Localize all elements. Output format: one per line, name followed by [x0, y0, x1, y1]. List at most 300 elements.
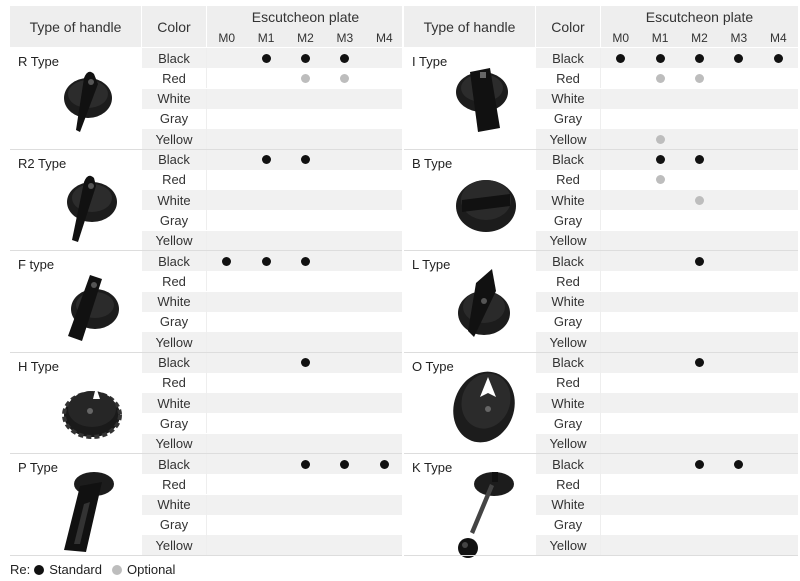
color-name: Yellow [142, 535, 207, 555]
color-name: Red [536, 474, 601, 494]
plate-cell-m3 [325, 474, 364, 494]
table-row [536, 434, 798, 454]
plate-cell-m0 [601, 231, 640, 251]
color-name: Gray [142, 515, 207, 535]
header-plate-m2: M2 [297, 30, 314, 45]
table-row [536, 251, 798, 271]
header-plate-m4: M4 [769, 30, 787, 45]
plate-cell-m2 [286, 474, 325, 494]
table-row [142, 89, 404, 109]
plate-cell-m3 [325, 413, 364, 433]
color-name: Yellow [536, 129, 601, 149]
legend-optional-label: Optional [127, 562, 176, 577]
plate-cell-m1 [246, 129, 285, 149]
plate-cell-m2 [286, 373, 325, 393]
color-name: Red [142, 373, 207, 393]
plate-cell-m4 [365, 495, 404, 515]
plate-cell-m0 [601, 129, 640, 149]
color-name: Yellow [142, 129, 207, 149]
plate-cell-m2 [286, 129, 325, 149]
plate-cell-m2 [680, 515, 719, 535]
plate-cell-m0 [207, 353, 246, 373]
plate-cell-m1 [640, 231, 679, 251]
color-name: White [142, 190, 207, 210]
standard-dot-icon [340, 54, 349, 63]
plate-cell-m3 [325, 393, 364, 413]
color-name: White [536, 393, 601, 413]
standard-dot-icon [301, 358, 310, 367]
plate-cell-m0 [601, 251, 640, 271]
plate-cell-m1 [640, 251, 679, 271]
legend-prefix: Re: [10, 562, 31, 577]
plate-cell-m2 [680, 170, 719, 190]
standard-dot-icon [301, 257, 310, 266]
plate-cell-m0 [601, 332, 640, 352]
plate-cell-m3 [325, 89, 364, 109]
color-name: Yellow [536, 332, 601, 352]
plate-cell-m4 [365, 353, 404, 373]
plate-cell-m4 [759, 231, 798, 251]
plate-cell-m2 [286, 68, 325, 88]
handle-group-k-type [404, 454, 798, 554]
plate-cell-m3 [719, 292, 758, 312]
table-row [536, 474, 798, 494]
plate-cell-m4 [759, 251, 798, 271]
table-row [142, 251, 404, 271]
plate-cell-m0 [207, 68, 246, 88]
plate-cell-m4 [365, 434, 404, 454]
standard-dot-icon [262, 54, 271, 63]
plate-cell-m2 [286, 515, 325, 535]
plate-cell-m4 [365, 332, 404, 352]
header-plate-m1: M1 [651, 30, 669, 45]
plate-cell-m0 [207, 89, 246, 109]
plate-cell-m4 [365, 373, 404, 393]
plate-cell-m0 [207, 109, 246, 129]
plate-cell-m0 [601, 495, 640, 515]
standard-dot-icon [734, 460, 743, 469]
plate-cell-m2 [286, 48, 325, 68]
plate-cell-m2 [286, 353, 325, 373]
plate-cell-m4 [365, 474, 404, 494]
plate-cell-m1 [246, 251, 285, 271]
table-row [142, 231, 404, 251]
header-plate-m1: M1 [257, 30, 275, 45]
table-row [142, 68, 404, 88]
color-name: Black [142, 353, 207, 373]
table-row [536, 271, 798, 291]
plate-cell-m0 [601, 170, 640, 190]
plate-cell-m1 [640, 413, 679, 433]
optional-dot-icon [340, 74, 349, 83]
plate-cell-m3 [719, 413, 758, 433]
plate-cell-m3 [325, 535, 364, 555]
plate-cell-m3 [325, 312, 364, 332]
plate-cell-m4 [365, 170, 404, 190]
plate-cell-m1 [640, 48, 679, 68]
table-row [142, 292, 404, 312]
plate-cell-m1 [640, 292, 679, 312]
plate-cell-m1 [640, 68, 679, 88]
table-row [142, 210, 404, 230]
table-row [536, 292, 798, 312]
plate-cell-m1 [246, 454, 285, 474]
plate-cell-m2 [680, 150, 719, 170]
plate-cell-m2 [286, 454, 325, 474]
color-name: Yellow [536, 231, 601, 251]
table-header [404, 6, 798, 47]
plate-cell-m1 [246, 515, 285, 535]
plate-cell-m1 [640, 312, 679, 332]
plate-cell-m3 [325, 190, 364, 210]
plate-cell-m2 [680, 332, 719, 352]
plate-cell-m0 [207, 373, 246, 393]
plate-cell-m4 [365, 454, 404, 474]
table-row [536, 393, 798, 413]
plate-cell-m3 [719, 535, 758, 555]
plate-cell-m2 [680, 190, 719, 210]
plate-cell-m3 [719, 48, 758, 68]
plate-cell-m1 [246, 48, 285, 68]
standard-dot-icon [301, 155, 310, 164]
plate-cell-m0 [207, 292, 246, 312]
table-row [536, 48, 798, 68]
plate-cell-m0 [207, 474, 246, 494]
plate-cell-m2 [680, 312, 719, 332]
plate-cell-m3 [325, 48, 364, 68]
plate-cell-m1 [246, 312, 285, 332]
plate-cell-m3 [719, 373, 758, 393]
plate-cell-m3 [325, 109, 364, 129]
plate-cell-m3 [325, 495, 364, 515]
color-name: White [536, 495, 601, 515]
plate-cell-m0 [207, 312, 246, 332]
handle-type-cell [10, 48, 141, 148]
table-row [142, 312, 404, 332]
table-row [142, 48, 404, 68]
plate-cell-m3 [719, 515, 758, 535]
color-name: White [536, 190, 601, 210]
handle-group-r-type [10, 48, 404, 148]
standard-dot-icon [301, 460, 310, 469]
plate-cell-m2 [286, 170, 325, 190]
table-row [142, 495, 404, 515]
plate-cell-m4 [365, 312, 404, 332]
plate-cell-m0 [207, 413, 246, 433]
handle-group-b-type [404, 150, 798, 250]
plate-cell-m2 [286, 190, 325, 210]
plate-cell-m3 [325, 170, 364, 190]
handle-type-name: H Type [18, 358, 59, 374]
optional-dot-icon [656, 135, 665, 144]
plate-cell-m2 [680, 535, 719, 555]
plate-cell-m2 [286, 150, 325, 170]
standard-dot-icon [262, 257, 271, 266]
group-divider [10, 555, 404, 556]
color-name: Red [536, 68, 601, 88]
plate-cell-m1 [246, 474, 285, 494]
table-row [142, 393, 404, 413]
plate-cell-m1 [246, 332, 285, 352]
color-name: Yellow [536, 535, 601, 555]
plate-cell-m3 [325, 251, 364, 271]
plate-cell-m3 [719, 474, 758, 494]
plate-cell-m4 [759, 89, 798, 109]
header-plate-m2: M2 [691, 30, 708, 45]
color-name: Gray [536, 413, 601, 433]
header-escutcheon-plate: Escutcheon plate [251, 9, 360, 25]
standard-dot-icon [222, 257, 231, 266]
plate-cell-m2 [286, 231, 325, 251]
plate-cell-m1 [246, 210, 285, 230]
plate-cell-m4 [365, 68, 404, 88]
plate-cell-m1 [246, 170, 285, 190]
color-name: White [142, 292, 207, 312]
plate-cell-m4 [759, 109, 798, 129]
standard-dot-icon [695, 155, 704, 164]
plate-cell-m0 [601, 210, 640, 230]
handle-type-name: R2 Type [18, 155, 67, 171]
plate-cell-m4 [759, 474, 798, 494]
plate-cell-m4 [365, 251, 404, 271]
plate-cell-m2 [680, 434, 719, 454]
table-row [536, 129, 798, 149]
plate-cell-m0 [601, 89, 640, 109]
plate-cell-m0 [601, 190, 640, 210]
plate-cell-m1 [246, 413, 285, 433]
plate-cell-m3 [719, 129, 758, 149]
plate-cell-m2 [680, 373, 719, 393]
handle-type-cell [404, 48, 535, 148]
plate-cell-m3 [719, 89, 758, 109]
table-header [10, 6, 404, 47]
plate-cell-m4 [365, 48, 404, 68]
table-row [142, 373, 404, 393]
plate-cell-m3 [719, 353, 758, 373]
handle-group-r2-type [10, 150, 404, 250]
plate-cell-m4 [759, 373, 798, 393]
plate-cell-m1 [246, 89, 285, 109]
plate-cell-m2 [286, 251, 325, 271]
plate-cell-m0 [207, 190, 246, 210]
plate-cell-m3 [325, 454, 364, 474]
plate-cell-m0 [601, 48, 640, 68]
plate-cell-m1 [246, 271, 285, 291]
plate-cell-m3 [719, 495, 758, 515]
plate-cell-m0 [207, 271, 246, 291]
plate-cell-m2 [680, 89, 719, 109]
plate-cell-m3 [719, 271, 758, 291]
color-name: Yellow [142, 434, 207, 454]
plate-cell-m3 [325, 292, 364, 312]
color-name: Black [536, 454, 601, 474]
plate-cell-m4 [759, 271, 798, 291]
plate-cell-m3 [325, 434, 364, 454]
color-name: Black [536, 48, 601, 68]
table-row [536, 109, 798, 129]
plate-cell-m1 [640, 271, 679, 291]
color-name: Black [142, 454, 207, 474]
plate-cell-m4 [365, 210, 404, 230]
color-name: Yellow [142, 231, 207, 251]
standard-dot-icon [616, 54, 625, 63]
plate-cell-m1 [640, 129, 679, 149]
plate-cell-m4 [365, 393, 404, 413]
color-name: Gray [536, 312, 601, 332]
plate-cell-m2 [680, 393, 719, 413]
plate-cell-m4 [759, 434, 798, 454]
plate-cell-m3 [719, 170, 758, 190]
table-row [536, 373, 798, 393]
plate-cell-m1 [640, 515, 679, 535]
handle-group-o-type [404, 353, 798, 453]
plate-cell-m4 [759, 190, 798, 210]
table-row [142, 271, 404, 291]
handle-group-h-type [10, 353, 404, 453]
plate-cell-m2 [286, 495, 325, 515]
handle-type-cell [10, 353, 141, 453]
plate-cell-m2 [286, 413, 325, 433]
table-row [536, 413, 798, 433]
plate-cell-m2 [286, 332, 325, 352]
standard-dot-icon [695, 257, 704, 266]
header-plate-m3: M3 [730, 30, 748, 45]
plate-cell-m0 [601, 515, 640, 535]
plate-cell-m3 [719, 231, 758, 251]
plate-cell-m1 [246, 434, 285, 454]
plate-cell-m0 [601, 68, 640, 88]
plate-cell-m0 [207, 454, 246, 474]
table-row [142, 190, 404, 210]
plate-cell-m2 [680, 68, 719, 88]
handle-type-cell [10, 251, 141, 351]
table-row [536, 150, 798, 170]
plate-cell-m1 [640, 474, 679, 494]
plate-cell-m0 [601, 353, 640, 373]
header-plate-m4: M4 [375, 30, 393, 45]
plate-cell-m0 [207, 515, 246, 535]
plate-cell-m0 [207, 170, 246, 190]
plate-cell-m0 [601, 373, 640, 393]
plate-cell-m4 [759, 68, 798, 88]
table-row [142, 474, 404, 494]
plate-cell-m3 [325, 271, 364, 291]
plate-cell-m3 [325, 332, 364, 352]
plate-cell-m0 [207, 48, 246, 68]
color-name: White [536, 292, 601, 312]
header-color: Color [536, 6, 601, 47]
plate-cell-m0 [601, 535, 640, 555]
plate-cell-m4 [759, 413, 798, 433]
table-row [142, 434, 404, 454]
plate-cell-m1 [640, 89, 679, 109]
table-row [536, 89, 798, 109]
plate-cell-m2 [680, 48, 719, 68]
plate-cell-m0 [207, 332, 246, 352]
plate-cell-m2 [680, 474, 719, 494]
table-row [142, 515, 404, 535]
handle-type-cell [404, 454, 535, 554]
plate-cell-m0 [207, 495, 246, 515]
table-row [536, 231, 798, 251]
standard-dot-icon [656, 54, 665, 63]
table-row [142, 353, 404, 373]
color-name: Gray [142, 413, 207, 433]
plate-cell-m2 [286, 109, 325, 129]
plate-cell-m0 [207, 210, 246, 230]
color-name: Red [536, 170, 601, 190]
plate-cell-m1 [246, 292, 285, 312]
standard-dot-icon [301, 54, 310, 63]
plate-cell-m3 [325, 353, 364, 373]
color-name: Red [142, 170, 207, 190]
plate-cell-m2 [680, 210, 719, 230]
plate-cell-m4 [365, 129, 404, 149]
plate-cell-m0 [601, 454, 640, 474]
plate-cell-m3 [719, 109, 758, 129]
plate-cell-m0 [601, 292, 640, 312]
plate-cell-m0 [207, 150, 246, 170]
table-row [142, 109, 404, 129]
plate-cell-m0 [207, 434, 246, 454]
legend-standard-label: Standard [49, 562, 102, 577]
color-name: Red [536, 373, 601, 393]
plate-cell-m4 [759, 150, 798, 170]
table-row [536, 190, 798, 210]
color-name: Gray [142, 312, 207, 332]
color-name: Red [142, 474, 207, 494]
group-divider [404, 555, 798, 556]
color-name: White [142, 495, 207, 515]
standard-dot-icon [774, 54, 783, 63]
plate-cell-m2 [286, 89, 325, 109]
plate-cell-m1 [246, 68, 285, 88]
plate-cell-m1 [246, 231, 285, 251]
plate-cell-m4 [365, 535, 404, 555]
plate-cell-m1 [640, 210, 679, 230]
plate-cell-m1 [640, 190, 679, 210]
plate-cell-m2 [286, 210, 325, 230]
plate-cell-m2 [286, 312, 325, 332]
handle-type-name: L Type [412, 257, 451, 272]
table-row [142, 413, 404, 433]
plate-cell-m3 [719, 210, 758, 230]
header-color: Color [142, 6, 207, 47]
color-name: Yellow [142, 332, 207, 352]
plate-cell-m4 [759, 48, 798, 68]
plate-cell-m2 [680, 454, 719, 474]
handle-type-cell [404, 353, 535, 453]
table-row [536, 495, 798, 515]
plate-cell-m3 [719, 251, 758, 271]
plate-cell-m2 [286, 434, 325, 454]
standard-dot-icon [262, 155, 271, 164]
standard-dot-icon [695, 54, 704, 63]
plate-cell-m1 [640, 353, 679, 373]
standard-dot-icon [340, 460, 349, 469]
plate-cell-m3 [719, 332, 758, 352]
plate-cell-m2 [680, 353, 719, 373]
plate-cell-m1 [246, 109, 285, 129]
plate-cell-m0 [207, 393, 246, 413]
plate-cell-m3 [325, 210, 364, 230]
plate-cell-m0 [601, 150, 640, 170]
plate-cell-m1 [640, 170, 679, 190]
plate-cell-m1 [640, 109, 679, 129]
handle-group-i-type [404, 48, 798, 148]
optional-dot-icon [112, 565, 122, 575]
plate-cell-m4 [365, 109, 404, 129]
